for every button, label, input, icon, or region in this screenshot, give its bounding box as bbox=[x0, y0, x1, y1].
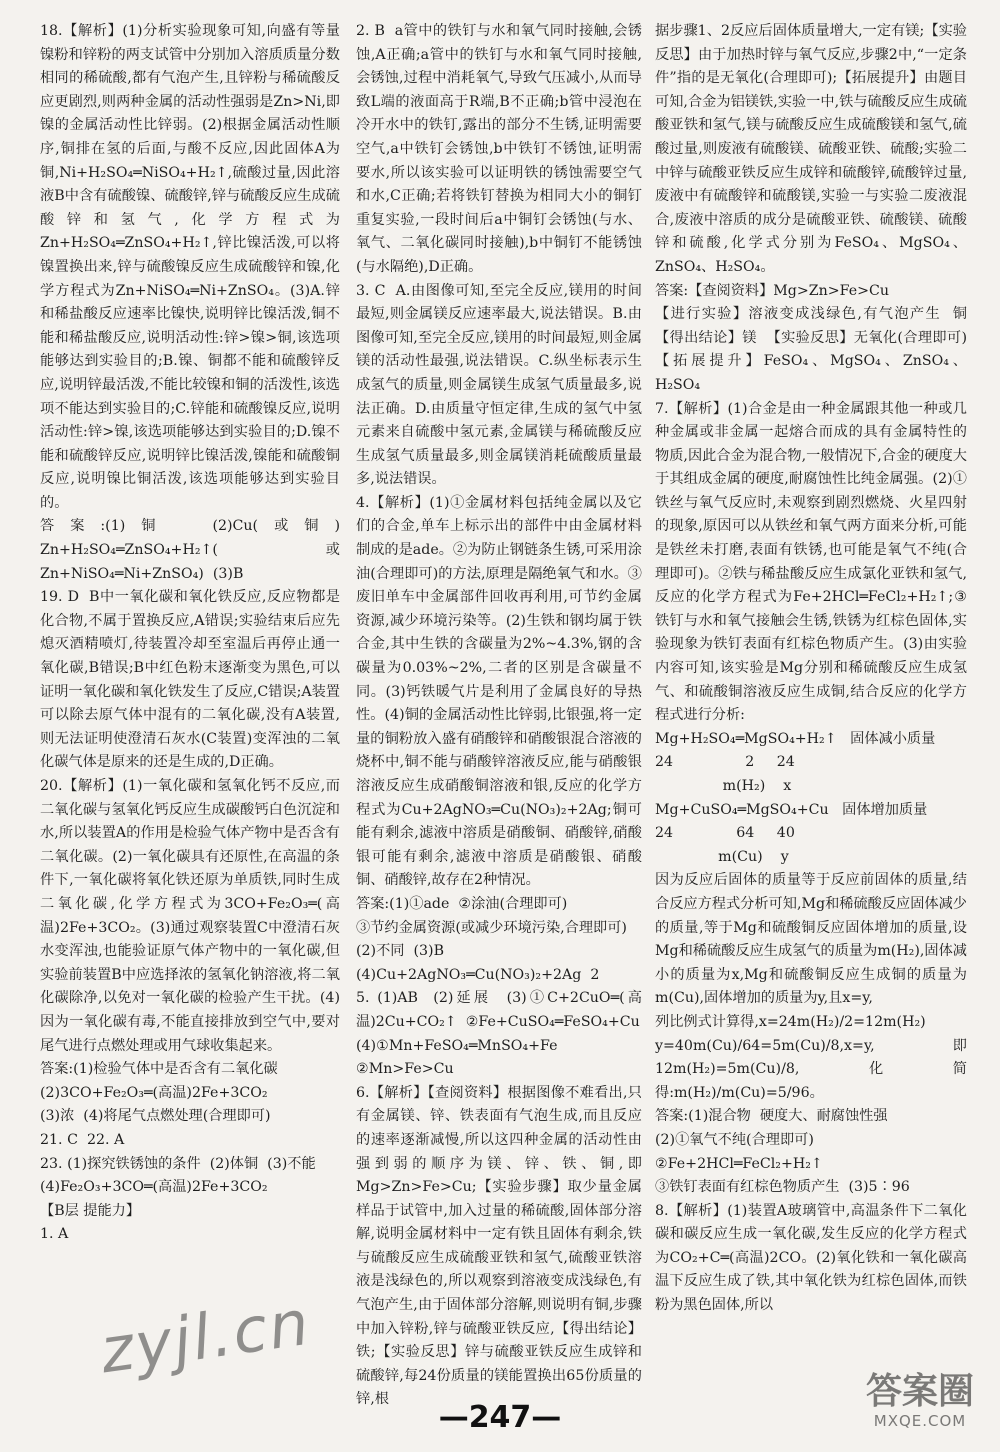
paragraph: (4)Fe₂O₃+3CO═(高温)2Fe+3CO₂ bbox=[40, 1179, 268, 1196]
paragraph: (4)①Mn+FeSO₄═MnSO₄+Fe bbox=[356, 1037, 558, 1054]
paragraph: (2)3CO+Fe₂O₃═(高温)2Fe+3CO₂ bbox=[40, 1084, 268, 1101]
watermark-logo-text: 答案圈 bbox=[865, 1371, 974, 1412]
paragraph: ③节约金属资源(或减少环境污染,合理即可) bbox=[356, 919, 627, 936]
paragraph: ③铁钉表面有红棕色物质产生 (3)5∶96 bbox=[655, 1179, 910, 1196]
paragraph: ②Mn>Fe>Cu bbox=[356, 1061, 454, 1078]
equation-line: Mg+H₂SO₄═MgSO₄+H₂↑ 固体减小质量 bbox=[655, 730, 936, 747]
paragraph: 【进行实验】溶液变成浅绿色,有气泡产生 铜 【得出结论】镁 【实验反思】无氧化(合理即可) 【拓展提升】FeSO₄、MgSO₄、ZnSO₄、H₂SO₄ bbox=[655, 306, 977, 393]
paragraph: (3)浓 (4)将尾气点燃处理(合理即可) bbox=[40, 1108, 271, 1125]
paragraph: 6.【解析】【查阅资料】根据图像不难看出,只有金属镁、锌、铁表面有气泡生成,而且反应的速率逐渐减慢,所以这四种金属的活动性由强到弱的顺序为镁、锌、铁、铜,即Mg>Zn>Fe>Cu;【实验步骤】取少量金属样品于试管中,加入过量的稀硫酸,固体部分溶解,说明金属材料中一定有铁且固体有剩余,铁与硫酸反应生成硫酸亚铁和氢气,硫酸亚铁溶液是浅绿色的,所以观察到溶液变成浅绿色,有气泡产生,由于固体部分溶解,则说明有铜,步骤中加入锌粉,锌与硫酸亚铁反应,【得出结论】铁;【实验反思】锌与硫酸亚铁反应生成锌和硫酸锌,每24份质量的镁能置换出65份质量的锌,根 bbox=[356, 1084, 642, 1408]
paragraph: 19. D B中一氧化碳和氧化铁反应,反应物都是化合物,不属于置换反应,A错误;实验结束后应先熄灭酒精喷灯,待装置冷却至室温后再停止通一氧化碳,B错误;B中红色粉末逐渐变为黑色,可以证明一氧化碳和氧化铁发生了反应,C错误;A装置可以除去原气体中混有的二氧化碳,没有A装置,则无法证明使澄清石灰水(C装置)变浑浊的二氧化碳气体是原来的还是生成的,D正确。 bbox=[40, 589, 340, 771]
equation-line: 24 64 40 bbox=[655, 825, 795, 842]
paragraph: 2. B a管中的铁钉与水和氧气同时接触,会锈蚀,A正确;a管中的铁钉与水和氧气同时接触,会锈蚀,过程中消耗氧气,导致气压减小,从而导致L端的液面高于R端,B不正确;b管中浸泡在冷开水中的铁钉,露出的部分不生锈,证明需要空气,a中铁钉会锈蚀,b中铁钉不锈蚀,证明需要水,所以该实验可以证明铁的锈蚀需要空气和水,C正确;若将铁钉替换为相同大小的铜钉重复实验,一段时间后a中铜钉会锈蚀(与水、氧气、二氧化碳同时接触),b中铜钉不能锈蚀(与水隔绝),D正确。 bbox=[356, 23, 642, 275]
paragraph: 23. (1)探究铁锈蚀的条件 (2)体铜 (3)不能 bbox=[40, 1155, 316, 1172]
paragraph: 8.【解析】(1)装置A玻璃管中,高温条件下二氧化碳和碳反应生成一氧化碳,发生反应的化学方程式为CO₂+C═(高温)2CO。(2)氧化铁和一氧化碳高温下反应生成了铁,其中氧化铁为红棕色固体,而铁粉为黑色固体,所以 bbox=[655, 1202, 967, 1314]
watermark-mxqe bbox=[860, 1372, 980, 1430]
watermark-zyjl: zyjl.cn bbox=[95, 1285, 315, 1388]
text-column-right bbox=[655, 20, 977, 1410]
paragraph: 4.【解析】(1)①金属材料包括纯金属以及它们的合金,单车上标示出的部件中由金属材料制成的是ade。②为防止钢链条生锈,可采用涂油(合理即可)的方法,原理是隔绝氧气和水。③废旧单车中金属部件回收再利用,可节约金属资源,减少环境污染等。(2)生铁和钢均属于铁合金,其中生铁的含碳量为2%~4.3%,钢的含碳量为0.03%~2%,二者的区别是含碳量不同。(3)钙铁暖气片是利用了金属良好的导热性。(4)铜的金属活动性比锌弱,比银强,将一定量的铜粉放入盛有硝酸锌和硝酸银混合溶液的烧杯中,铜不能与硝酸锌溶液反应,能与硝酸银溶液反应生成硝酸铜溶液和银,反应的化学方程式为Cu+2AgNO₃═Cu(NO₃)₂+2Ag;铜可能有剩余,滤液中溶质是硝酸铜、硝酸锌,硝酸银可能有剩余,滤液中溶质是硝酸银、硝酸铜、硝酸锌,故存在2种情况。 bbox=[356, 494, 642, 889]
paragraph: 21. C 22. A bbox=[40, 1131, 125, 1148]
equation-line: m(H₂) x bbox=[655, 778, 792, 794]
section-heading: 【B层 提能力】 bbox=[40, 1202, 141, 1219]
watermark-url-text: MXQE.COM bbox=[873, 1412, 967, 1430]
paragraph: y=40m(Cu)/64=5m(Cu)/8,x=y,即12m(H₂)=5m(Cu)/8,化简得:m(H₂)/m(Cu)=5/96。 bbox=[655, 1037, 967, 1101]
equation-line: Mg+CuSO₄═MgSO₄+Cu 固体增加质量 bbox=[655, 801, 928, 818]
paragraph: 答案:(1)铜 (2)Cu(或铜) Zn+H₂SO₄═ZnSO₄+H₂↑(或Zn+NiSO₄═Ni+ZnSO₄) (3)B bbox=[40, 518, 350, 582]
paragraph: 5. (1)AB (2)延展 (3)①C+2CuO═(高温)2Cu+CO₂↑ ②Fe+CuSO₄═FeSO₄+Cu bbox=[356, 990, 642, 1030]
paragraph: 答案:(1)①ade ②涂油(合理即可) bbox=[356, 895, 568, 912]
page-number: —247— bbox=[438, 1400, 562, 1435]
paragraph: 列比例式计算得,x=24m(H₂)/2=12m(H₂) bbox=[655, 1013, 926, 1030]
paragraph: 3. C A.由图像可知,至完全反应,镁用的时间最短,则金属镁反应速率最大,说法错误。B.由图像可知,至完全反应,镁用的时间最短,则金属镁的活动性最强,说法错误。C.纵坐标表示生成氢气的质量,则金属镁生成氢气质量最多,说法正确。D.由质量守恒定律,生成的氢气中氢元素来自硫酸中氢元素,金属镁与稀硫酸反应生成氢气质量最多,则金属镁消耗硫酸质量最多,说法错误。 bbox=[356, 282, 642, 488]
paragraph: ②Fe+2HCl═FeCl₂+H₂↑ bbox=[655, 1155, 823, 1172]
paragraph: (2)不同 (3)B bbox=[356, 943, 445, 960]
text-column-left bbox=[40, 20, 350, 1410]
paragraph: (4)Cu+2AgNO₃═Cu(NO₃)₂+2Ag 2 bbox=[356, 966, 600, 983]
equation-line: 24 2 24 bbox=[655, 754, 795, 771]
paragraph: (2)①氧气不纯(合理即可) bbox=[655, 1131, 814, 1148]
paragraph: 答案:(1)检验气体中是否含有二氧化碳 bbox=[40, 1061, 278, 1078]
paragraph: 答案:(1)混合物 硬度大、耐腐蚀性强 bbox=[655, 1108, 888, 1125]
text-column-middle bbox=[356, 20, 642, 1410]
paragraph: 1. A bbox=[40, 1226, 69, 1243]
paragraph: 7.【解析】(1)合金是由一种金属跟其他一种或几种金属或非金属一起熔合而成的具有金属特性的物质,因此合金为混合物,一般情况下,合金的硬度大于其组成金属的硬度,耐腐蚀性比纯金属强。(2)①铁丝与氧气反应时,未观察到剧烈燃烧、火星四射的现象,原因可以从铁丝和氧气两方面来分析,可能是铁丝未打磨,表面有铁锈,也可能是氧气不纯(合理即可)。②铁与稀盐酸反应生成氯化亚铁和氢气,反应的化学方程式为Fe+2HCl═FeCl₂+H₂↑;③铁钉与水和氧气接触会生锈,铁锈为红棕色固体,实验现象为铁钉表面有红棕色物质产生。(3)由实验内容可知,该实验是Mg分别和稀硫酸反应生成氢气、和硫酸铜溶液反应生成铜,结合反应的化学方程式进行分析: bbox=[655, 400, 967, 724]
paragraph: 18.【解析】(1)分析实验现象可知,向盛有等量镍粉和锌粉的两支试管中分别加入溶质质量分数相同的稀硫酸,都有气泡产生,且锌粉与稀硫酸反应更剧烈,则两种金属的活动性强弱是Zn>Ni,即镍的金属活动性比锌弱。(2)根据金属活动性顺序,铜排在氢的后面,与酸不反应,因此固体A为铜,Ni+H₂SO₄═NiSO₄+H₂↑,硫酸过量,因此溶液B中含有硫酸镍、硫酸锌,锌与硫酸反应生成硫酸锌和氢气,化学方程式为Zn+H₂SO₄═ZnSO₄+H₂↑,锌比镍活泼,可以将镍置换出来,锌与硫酸镍反应生成硫酸锌和镍,化学方程式为Zn+NiSO₄═Ni+ZnSO₄。(3)A.锌和稀盐酸反应速率比镍快,说明锌比镍活泼,铜不能和稀盐酸反应,说明活动性:锌>镍>铜,该选项能够达到实验目的;B.镍、铜都不能和硫酸锌反应,说明锌最活泼,不能比较镍和铜的活泼性,该选项不能达到实验目的;C.锌能和硫酸镍反应,说明活动性:锌>镍,该选项能够达到实验目的;D.镍不能和硫酸锌反应,说明锌比镍活泼,镍能和硫酸铜反应,说明镍比铜活泼,该选项能够达到实验目的。 bbox=[40, 23, 340, 511]
paragraph: 据步骤1、2反应后固体质量增大,一定有镁;【实验反思】由于加热时锌与氧气反应,步骤2中,“一定条件”指的是无氧化(合理即可);【拓展提升】由题目可知,合金为铝镁铁,实验一中,铁与硫酸反应生成硫酸亚铁和氢气,镁与硫酸反应生成硫酸镁和氢气,硫酸过量,则废液有硫酸镁、硫酸亚铁、硫酸;实验二中锌与硫酸亚铁反应生成锌和硫酸锌,硫酸锌过量,废液中有硫酸锌和硫酸镁,实验一与实验二废液混合,废液中溶质的成分是硫酸亚铁、硫酸镁、硫酸锌和硫酸,化学式分别为FeSO₄、MgSO₄、ZnSO₄、H₂SO₄。 bbox=[655, 23, 967, 275]
equation-line: m(Cu) y bbox=[655, 848, 789, 865]
paragraph: 因为反应后固体的质量等于反应前固体的质量,结合反应方程式分析可知,Mg和稀硫酸反应固体减少的质量,等于Mg和硫酸铜反应固体增加的质量,设Mg和稀硫酸反应生成氢气的质量为m(H₂),固体减小的质量为x,Mg和硫酸铜反应生成铜的质量为m(Cu),固体增加的质量为y,且x=y, bbox=[655, 872, 967, 1007]
paragraph: 20.【解析】(1)一氧化碳和氢氧化钙不反应,而二氧化碳与氢氧化钙反应生成碳酸钙白色沉淀和水,所以装置A的作用是检验气体产物中是否含有二氧化碳。(2)一氧化碳具有还原性,在高温的条件下,一氧化碳将氧化铁还原为单质铁,同时生成二氧化碳,化学方程式为3CO+Fe₂O₃═(高温)2Fe+3CO₂。(3)通过观察装置C中澄清石灰水变浑浊,也能验证原气体产物中的一氧化碳,但实验前装置B中应选择浓的氢氧化钠溶液,将二氧化碳除净,以免对一氧化碳的检验产生干扰。(4)因为一氧化碳有毒,不能直接排放到空气中,要对尾气进行点燃处理或用气球收集起来。 bbox=[40, 778, 340, 1054]
paragraph: 答案:【查阅资料】Mg>Zn>Fe>Cu bbox=[655, 282, 890, 299]
